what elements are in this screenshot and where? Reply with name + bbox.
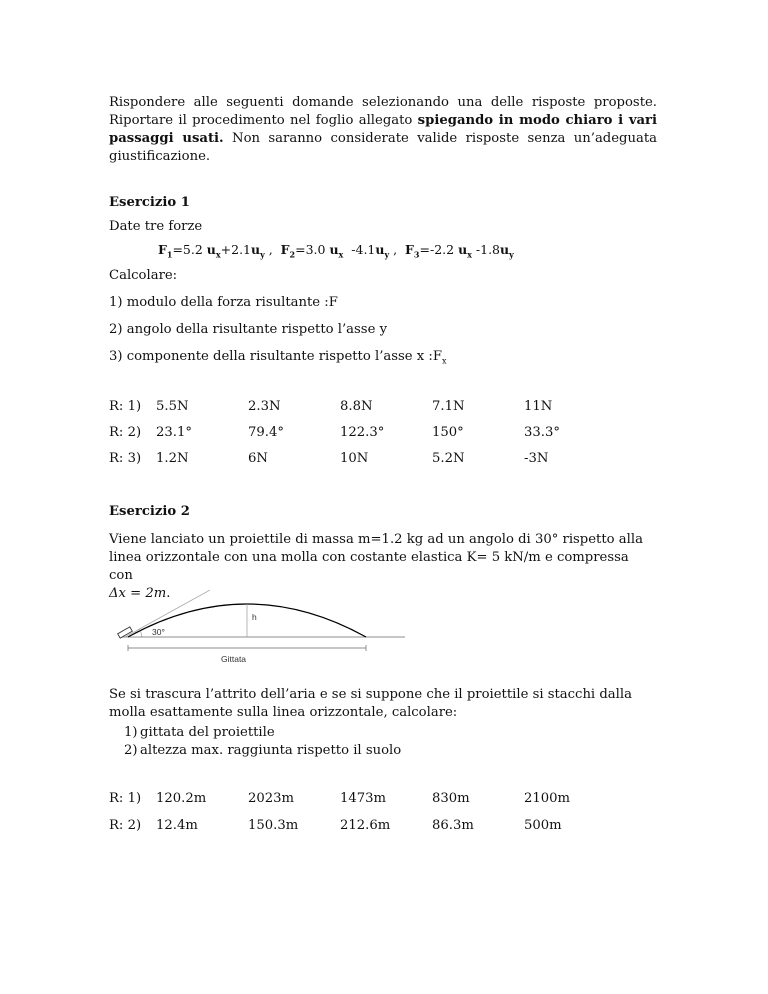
answer-option[interactable]: 11N	[524, 399, 553, 414]
exercise-2-question-list	[124, 724, 401, 760]
answer-option[interactable]: 150.3m	[248, 818, 299, 833]
answer-label: R: 2)	[109, 425, 142, 440]
exercise-1-calc: Calcolare:	[109, 268, 178, 283]
exercise-1-question-3	[109, 349, 447, 366]
list-text: gittata del proiettile	[140, 725, 275, 740]
launch-angle-line	[125, 590, 210, 637]
answer-label: R: 2)	[109, 818, 142, 833]
answer-option[interactable]: 5.2N	[432, 451, 465, 466]
exercise-2-title: Esercizio 2	[109, 504, 190, 519]
instructions-text: Rispondere alle seguenti domande selezionando una delle risposte proposte. Riportare il procedimento nel foglio allegato	[109, 95, 657, 128]
instructions-paragraph	[109, 94, 657, 166]
answer-option[interactable]: 10N	[340, 451, 369, 466]
answer-label: R: 1)	[109, 399, 142, 414]
exercise-1-question-1: 1) modulo della forza risultante :F	[109, 295, 338, 310]
range-label: Gittata	[221, 654, 247, 664]
answer-option[interactable]: 122.3°	[340, 425, 385, 440]
exercise-2-text: Viene lanciato un proiettile di massa m=1.2 kg ad un angolo di 30° rispetto alla linea orizzontale con una molla con costante elastica K= 5 kN/m e compressa con Δx = 2m.	[109, 532, 643, 601]
instructions-bold-text: spiegando in modo chiaro i vari passaggi usati.	[109, 113, 657, 146]
question-3-text: 3) componente della risultante rispetto l’asse x :F	[109, 349, 443, 364]
exercise-1-question-2: 2) angolo della risultante rispetto l’asse y	[109, 322, 388, 337]
list-number: 2)	[124, 743, 138, 758]
answer-label: R: 1)	[109, 791, 142, 806]
answer-option[interactable]: 2023m	[248, 791, 295, 806]
forces-formula: $F_1=5.2$ $u_x+2.1u_y$ , $F_2=3.0$ $u_x$ $-4.1u_y$ , $F_3=-2.2$ $u_x$ $-1.8u_y$	[158, 242, 514, 260]
answer-option[interactable]: 2100m	[524, 791, 571, 806]
answer-option[interactable]: 8.8N	[340, 399, 373, 414]
answer-option[interactable]: 212.6m	[340, 818, 391, 833]
list-item	[124, 742, 401, 760]
answer-option[interactable]: 120.2m	[156, 791, 207, 806]
exercise-1-title: Esercizio 1	[109, 195, 190, 210]
list-text: altezza max. raggiunta rispetto il suolo	[140, 743, 402, 758]
answer-option[interactable]: 33.3°	[524, 425, 560, 440]
compression-formula: Δx = 2m	[109, 586, 167, 601]
answer-option[interactable]: 23.1°	[156, 425, 192, 440]
exercise-2-description: Viene lanciato un proiettile di massa m=1.2 kg ad un angolo di 30° rispetto alla linea orizzontale con una molla con costante elastica K= 5 kN/m e compressa con	[109, 532, 643, 583]
question-3-subscript: x	[442, 356, 447, 366]
trajectory-diagram	[110, 590, 410, 670]
angle-label: 30°	[152, 627, 165, 637]
height-label: h	[252, 612, 257, 622]
answer-option[interactable]: 5.5N	[156, 399, 189, 414]
answer-option[interactable]: 2.3N	[248, 399, 281, 414]
answer-option[interactable]: 1473m	[340, 791, 387, 806]
answer-option[interactable]: 1.2N	[156, 451, 189, 466]
answer-option[interactable]: -3N	[524, 451, 549, 466]
answer-option[interactable]: 6N	[248, 451, 268, 466]
answer-option[interactable]: 79.4°	[248, 425, 284, 440]
exercise-2-instructions: Se si trascura l’attrito dell’aria e se si suppone che il proiettile si stacchi dalla molla esattamente sulla linea orizzontale, calcolare:	[109, 687, 632, 720]
list-item	[124, 724, 401, 742]
answer-option[interactable]: 830m	[432, 791, 470, 806]
answer-option[interactable]: 86.3m	[432, 818, 474, 833]
answer-option[interactable]: 7.1N	[432, 399, 465, 414]
answer-label: R: 3)	[109, 451, 142, 466]
exercise-1-given: Date tre forze	[109, 219, 203, 234]
instructions-text-end: Non saranno considerate valide risposte senza un’adeguata giustificazione.	[109, 131, 658, 164]
answer-option[interactable]: 150°	[432, 425, 464, 440]
list-number: 1)	[124, 725, 138, 740]
answer-option[interactable]: 12.4m	[156, 818, 198, 833]
answer-option[interactable]: 500m	[524, 818, 562, 833]
